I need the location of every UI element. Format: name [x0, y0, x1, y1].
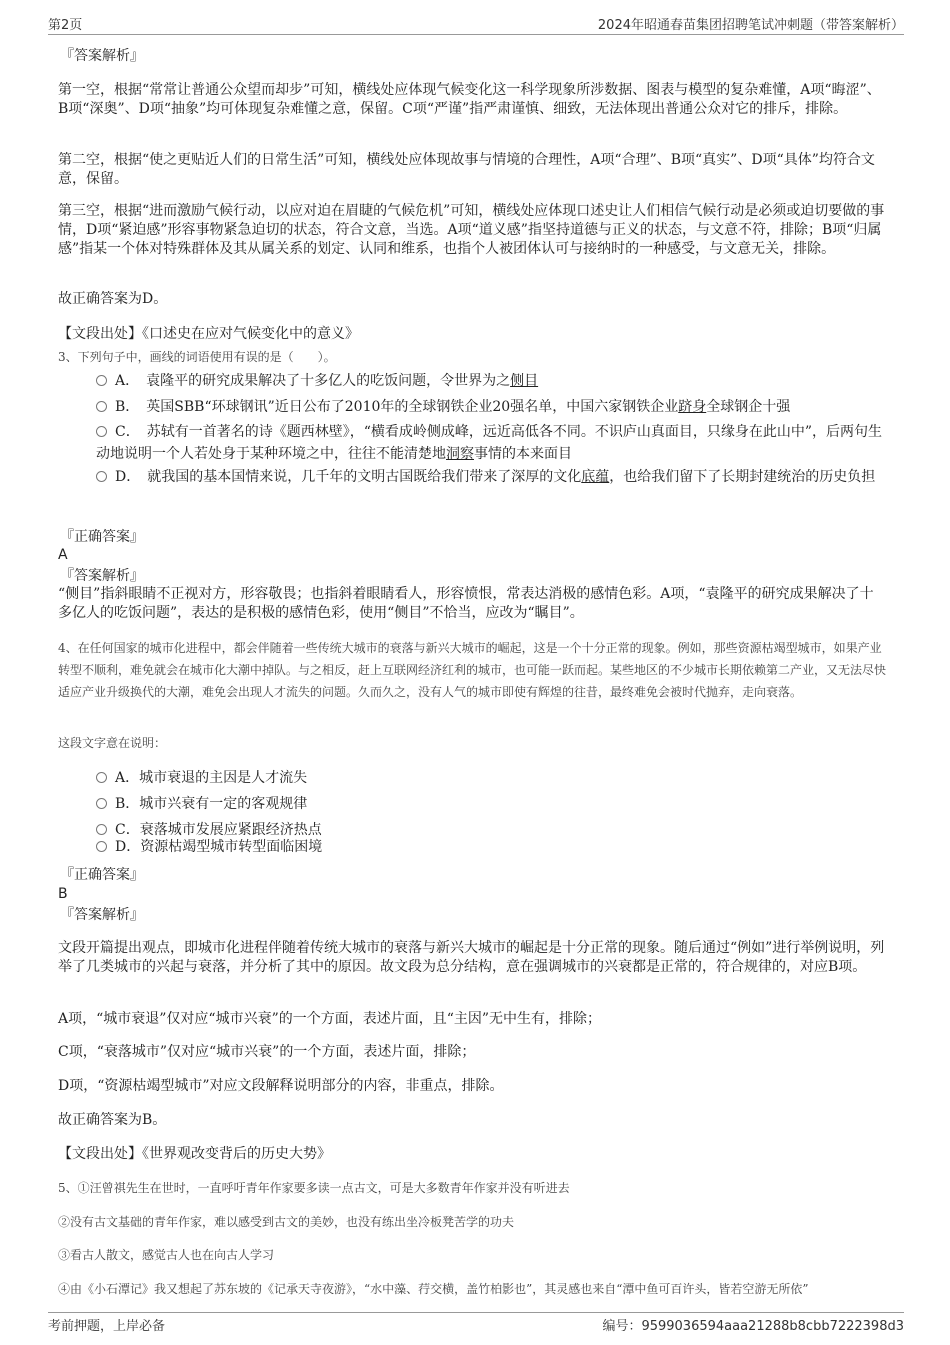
q5-line-3: ③看古人散文，感觉古人也在向古人学习 — [58, 1248, 275, 1262]
footer-serial: 编号：9599036594aaa21288b8cbb7222398d3 — [602, 1319, 904, 1334]
radio-icon[interactable] — [96, 426, 107, 437]
q2-conclusion: 故正确答案为D。 — [58, 291, 168, 307]
q3-option-c[interactable]: C． 苏轼有一首著名的诗《题西林壁》，“横看成岭侧成峰，远近高低各不同。不识庐山真面目，只缘身在此山中”，后两句生动地说明一个人若处身于某种环境之中，往往不能清楚地洞察事情的本来面目 — [96, 424, 883, 462]
radio-icon[interactable] — [96, 772, 107, 783]
page-header — [48, 12, 904, 35]
page-footer — [48, 1312, 904, 1337]
q4-conclusion: 故正确答案为B。 — [58, 1112, 167, 1128]
q4-answer: B — [58, 886, 68, 902]
q2-analysis-p2: 第二空，根据“使之更贴近人们的日常生活”可知，横线处应体现故事与情境的合理性，A项“合理”、B项“真实”、D项“具体”均符合文意，保留。 — [58, 152, 875, 187]
q3-analysis-label: 『答案解析』 — [60, 568, 144, 584]
q4-stem: 4、在任何国家的城市化进程中，都会伴随着一些传统大城市的衰落与新兴大城市的崛起，这是一个十分正常的现象。例如，那些资源枯竭型城市，如果产业转型不顺利，难免就会在城市化大潮中掉队。与之相反，赶上互联网经济红利的城市，也可能一跃而起。某些地区的不少城市长期依赖第二产业，又无法尽快适应产业升级换代的大潮，难免会出现人才流失的问题。久而久之，没有人气的城市即使有辉煌的往昔，最终难免会被时代抛弃，走向衰落。 — [58, 641, 887, 699]
q5-line-4: ④由《小石潭记》我又想起了苏东坡的《记承天寺夜游》，“水中藻、荇交横，盖竹柏影也”，其灵感也来自“潭中鱼可百许头，皆若空游无所依” — [58, 1282, 809, 1296]
q5-line-2: ②没有古文基础的青年作家，难以感受到古文的美妙，也没有练出坐冷板凳苦学的功夫 — [58, 1215, 515, 1229]
underlined-word: 侧目 — [510, 373, 539, 389]
footer-slogan: 考前押题，上岸必备 — [48, 1319, 166, 1334]
q3-answer-label: 『正确答案』 — [60, 529, 144, 545]
underlined-word: 洞察 — [446, 446, 474, 462]
radio-icon[interactable] — [96, 471, 107, 482]
q3-answer: A — [58, 547, 68, 563]
q4-prompt: 这段文字意在说明： — [58, 736, 167, 750]
page-number: 第2页 — [48, 18, 83, 33]
q4-answer-label: 『正确答案』 — [60, 867, 144, 883]
q3-option-b[interactable]: B． 英国SBB“环球钢讯”近日公布了2010年的全球钢铁企业20强名单，中国六家钢铁企业跻身全球钢企十强 — [96, 396, 886, 418]
q4-source: 【文段出处】《世界观改变背后的历史大势》 — [58, 1146, 331, 1162]
q4-option-b[interactable]: B．城市兴衰有一定的客观规律 — [96, 793, 886, 815]
q4-option-c[interactable]: C．衰落城市发展应紧跟经济热点 — [96, 819, 886, 841]
q4-option-a[interactable]: A．城市衰退的主因是人才流失 — [96, 767, 886, 789]
q3-option-a[interactable]: A． 袁隆平的研究成果解决了十多亿人的吃饭问题，令世界为之侧目 — [96, 370, 886, 392]
q3-option-d[interactable]: D． 就我国的基本国情来说，几千年的文明古国既给我们带来了深厚的文化底蕴，也给我们留下了长期封建统治的历史负担 — [96, 466, 886, 488]
q2-analysis-p1: 第一空，根据“常常让普通公众望而却步”可知，横线处应体现气候变化这一科学现象所涉数据、图表与模型的复杂难懂，A项“晦涩”、B项“深奥”、D项“抽象”均可体现复杂难懂之意，保留。C项“严谨”指严肃谨慎、细致，无法体现出普通公众对它的排斥，排除。 — [58, 82, 881, 117]
underlined-word: 跻身 — [678, 399, 707, 415]
radio-icon[interactable] — [96, 841, 107, 852]
q4-analysis-d: D项，“资源枯竭型城市”对应文段解释说明部分的内容，非重点，排除。 — [58, 1078, 504, 1094]
q4-option-d[interactable]: D．资源枯竭型城市转型面临困境 — [96, 836, 886, 858]
q5-line-1: 5、①汪曾祺先生在世时，一直呼吁青年作家要多读一点古文，可是大多数青年作家并没有听进去 — [58, 1181, 570, 1195]
q2-analysis-p3: 第三空，根据“进而激励气候行动，以应对迫在眉睫的气候危机”可知，横线处应体现口述史让人们相信气候行动是必须或迫切要做的事情，D项“紧迫感”形容事物紧急迫切的状态，符合文意，当选。A项“道义感”指坚持道德与正义的状态，与文意不符，排除；B项“归属感”指某一个体对特殊群体及其从属关系的划定、认同和维系，也指个人被团体认可与接纳时的一种感受，与文意无关，排除。 — [58, 203, 885, 257]
q2-source: 【文段出处】《口述史在应对气候变化中的意义》 — [58, 326, 359, 342]
radio-icon[interactable] — [96, 824, 107, 835]
underlined-word: 底蕴 — [581, 469, 610, 485]
radio-icon[interactable] — [96, 798, 107, 809]
document-title: 2024年昭通春苗集团招聘笔试冲刺题（带答案解析） — [597, 18, 904, 33]
q3-stem: 3、下列句子中，画线的词语使用有误的是（ ）。 — [58, 350, 336, 364]
radio-icon[interactable] — [96, 375, 107, 386]
q4-analysis-a: A项，“城市衰退”仅对应“城市兴衰”的一个方面，表述片面，且“主因”无中生有，排除； — [58, 1011, 602, 1027]
q4-analysis-c: C项，“衰落城市”仅对应“城市兴衰”的一个方面，表述片面，排除； — [58, 1044, 476, 1060]
q3-analysis: “侧目”指斜眼睛不正视对方，形容敬畏；也指斜着眼睛看人，形容愤恨，常表达消极的感情色彩。A项，“袁隆平的研究成果解决了十多亿人的吃饭问题”，表达的是积极的感情色彩，使用“侧目”不恰当，应改为“瞩目”。 — [58, 586, 874, 621]
q4-analysis: 文段开篇提出观点，即城市化进程伴随着传统大城市的衰落与新兴大城市的崛起是十分正常的现象。随后通过“例如”进行举例说明，列举了几类城市的兴起与衰落，并分析了其中的原因。故文段为总分结构，意在强调城市的兴衰都是正常的，符合规律的，对应B项。 — [58, 940, 885, 975]
q4-analysis-label: 『答案解析』 — [60, 907, 144, 923]
radio-icon[interactable] — [96, 401, 107, 412]
q2-analysis-label: 『答案解析』 — [60, 48, 144, 64]
